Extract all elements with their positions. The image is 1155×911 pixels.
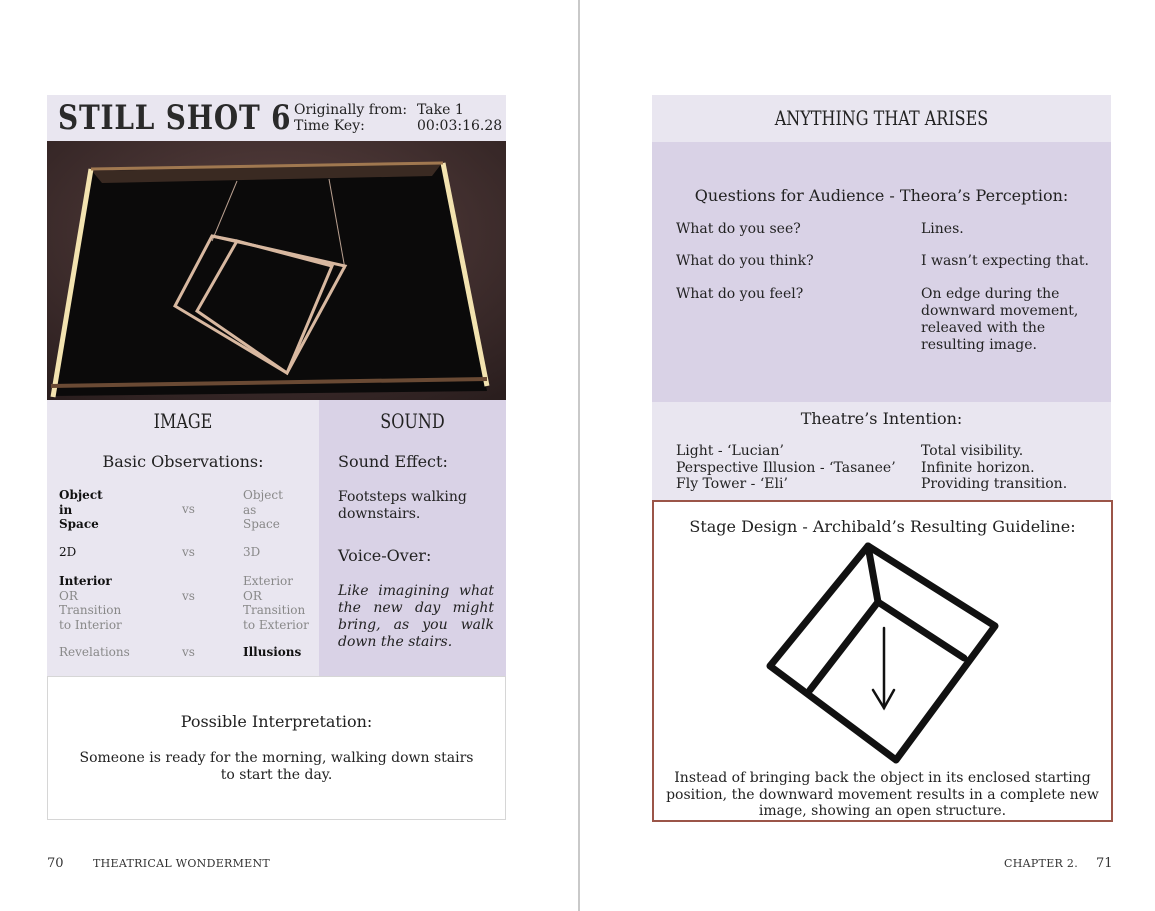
possible-interpretation-label: Possible Interpretation: <box>180 712 373 731</box>
obs-right-object: Object as Space <box>243 488 283 531</box>
stage-design-title: Stage Design - Archibald’s Resulting Guideline: <box>689 517 1076 536</box>
left-page-number: 70 <box>47 856 64 871</box>
question-see: What do you see? <box>676 221 801 237</box>
stage-design-caption-line2: position, the downward movement results in a complete new <box>666 787 1099 803</box>
answer-think: I wasn’t expecting that. <box>921 253 1089 269</box>
intention-result: Total visibility. <box>921 443 1024 459</box>
voice-over-text: Like imagining what the new day might bring, as you walk down the stairs. <box>338 583 494 650</box>
stage-design-caption-line3: image, showing an open structure. <box>758 803 1007 819</box>
obs-left-2d: 2D <box>59 545 77 559</box>
right-running-title: CHAPTER 2. <box>1004 857 1078 870</box>
basic-observations-label: Basic Observations: <box>102 452 264 471</box>
answer-see: Lines. <box>921 221 964 237</box>
stage-design-caption-line1: Instead of bringing back the object in its enclosed starting <box>674 770 1091 786</box>
obs-left-interior: Interior OR Transition to Interior <box>59 574 122 632</box>
section-heading: ANYTHING THAT ARISES <box>774 106 989 130</box>
vs-label: vs <box>182 645 195 659</box>
intention-result: Providing transition. <box>921 476 1068 492</box>
originally-from-label: Originally from: <box>294 102 408 118</box>
time-key-value: 00:03:16.28 <box>417 118 503 134</box>
sound-effect-text: Footsteps walking downstairs. <box>338 489 467 522</box>
intention-result: Infinite horizon. <box>921 460 1035 476</box>
page-gutter <box>578 0 580 911</box>
image-heading: IMAGE <box>153 409 213 433</box>
possible-interpretation-text-line2: to start the day. <box>220 767 333 783</box>
vs-label: vs <box>182 589 195 603</box>
intention-item: Light - ‘Lucian’ <box>676 443 784 459</box>
image-panel <box>47 400 319 676</box>
time-key-label: Time Key: <box>294 118 365 134</box>
vs-label: vs <box>182 502 195 516</box>
vs-label: vs <box>182 545 195 559</box>
obs-left-revelations: Revelations <box>59 645 130 659</box>
obs-right-illusions: Illusions <box>243 645 302 659</box>
sound-heading: SOUND <box>380 409 445 433</box>
question-feel: What do you feel? <box>676 286 804 302</box>
sound-effect-label: Sound Effect: <box>338 452 448 471</box>
intention-item: Perspective Illusion - ‘Tasanee’ <box>676 460 896 476</box>
intention-item: Fly Tower - ‘Eli’ <box>676 476 788 492</box>
possible-interpretation-text-line1: Someone is ready for the morning, walking down stairs <box>79 750 474 766</box>
answer-feel: On edge during the downward movement, releaved with the resulting image. <box>921 286 1079 353</box>
cube-sketch-icon <box>760 540 1005 774</box>
question-think: What do you think? <box>676 253 814 269</box>
still-shot-photo <box>47 141 506 400</box>
right-page-number: 71 <box>1096 856 1113 871</box>
obs-right-exterior: Exterior OR Transition to Exterior <box>243 574 309 632</box>
still-shot-title: STILL SHOT 6 <box>58 98 292 138</box>
questions-title: Questions for Audience - Theora’s Perception: <box>694 186 1069 205</box>
obs-right-3d: 3D <box>243 545 261 559</box>
originally-from-value: Take 1 <box>417 102 464 118</box>
intention-title: Theatre’s Intention: <box>800 409 963 428</box>
left-running-title: THEATRICAL WONDERMENT <box>93 857 271 870</box>
voice-over-label: Voice-Over: <box>338 546 432 565</box>
questions-panel <box>652 142 1111 402</box>
possible-interpretation-box <box>47 676 506 820</box>
obs-left-object: Object in Space <box>59 488 103 531</box>
